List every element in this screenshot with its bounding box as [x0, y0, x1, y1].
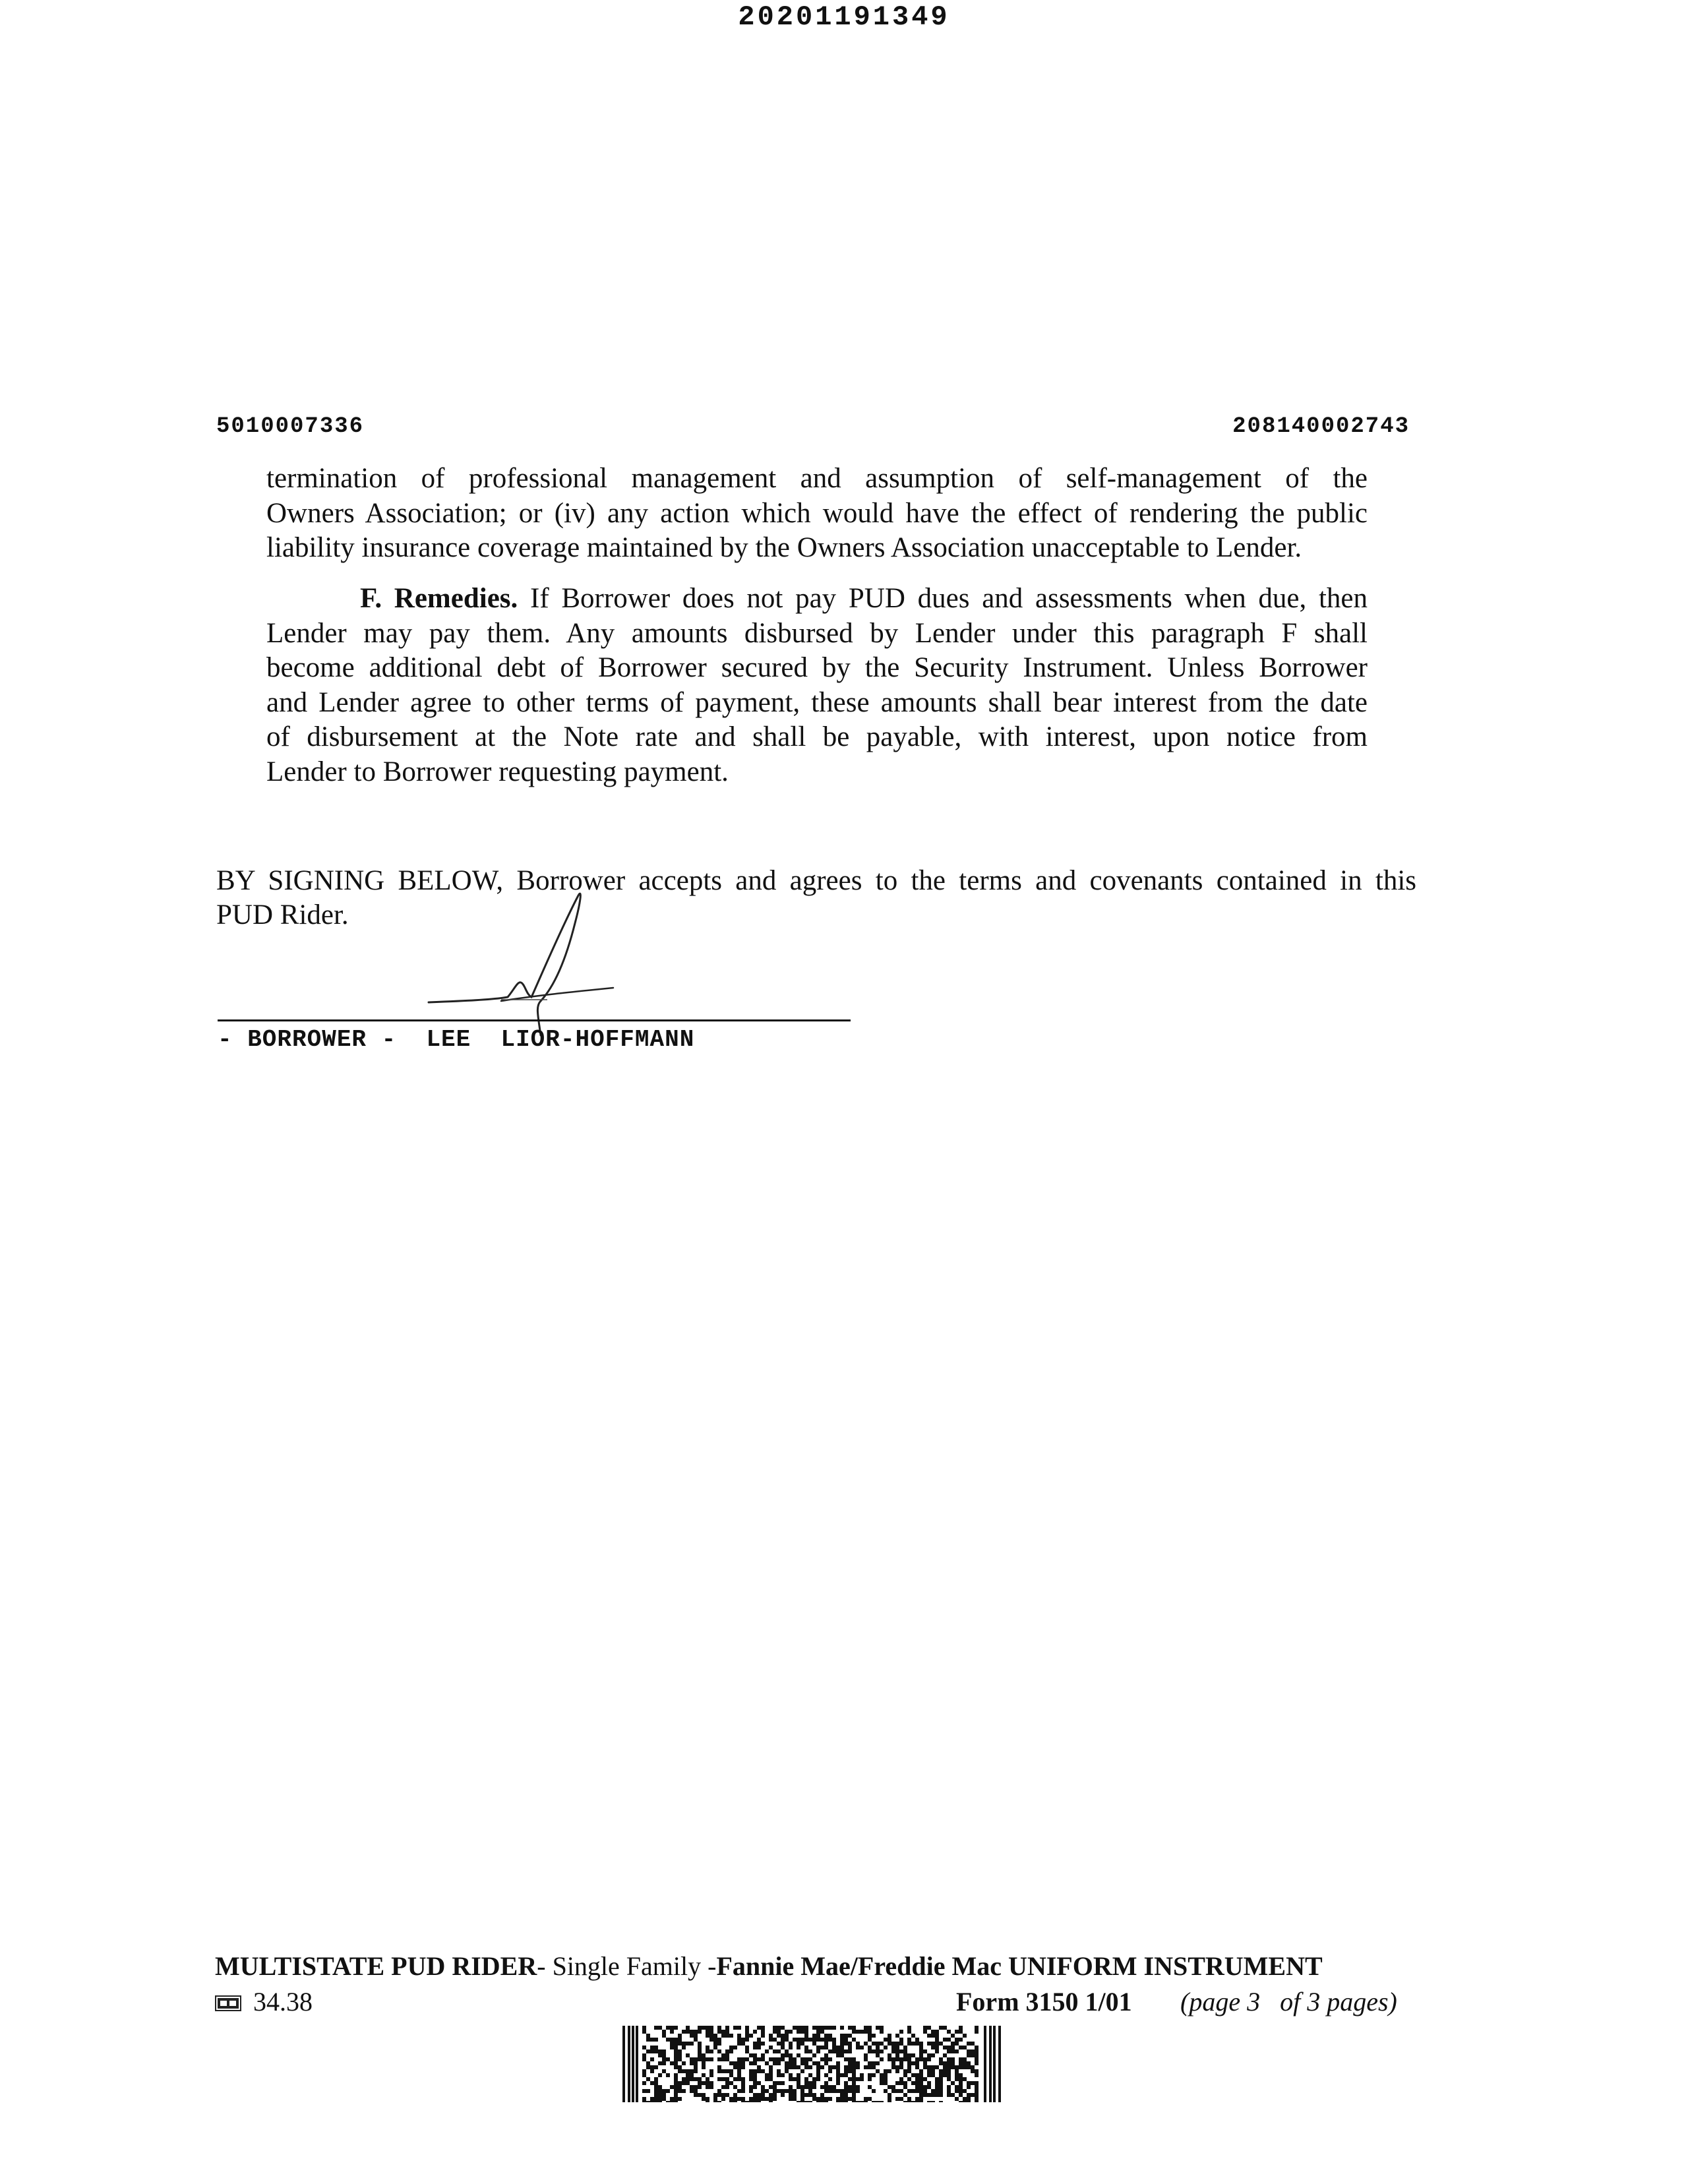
statement-line: BY SIGNING BELOW, Borrower accepts and agrees to the terms and covenants contained in this	[216, 865, 1416, 896]
page-indicator: (page 3 of 3 pages)	[1180, 1987, 1397, 2017]
statement-line: PUD Rider.	[216, 899, 349, 930]
footer-title-part: - Single Family -	[537, 1951, 717, 1981]
paragraph-line: Owners Association; or (iv) any action which would have the effect of rendering the public	[266, 497, 1368, 529]
borrower-signature	[422, 884, 620, 1042]
paragraph-line	[266, 582, 1368, 617]
loan-number-left: 5010007336	[216, 414, 365, 439]
form-code: 34.38	[253, 1987, 313, 2017]
form-logo-icon	[215, 1995, 241, 2011]
recording-number: 20201191349	[738, 1, 950, 33]
paragraph-heading: F. Remedies.	[360, 583, 518, 614]
paragraph-f-remedies	[266, 582, 1368, 789]
barcode	[622, 2026, 1002, 2102]
paragraph-e-continuation	[266, 462, 1368, 566]
signing-statement	[216, 864, 1416, 932]
footer-title-part: MULTISTATE PUD RIDER	[215, 1951, 537, 1981]
footer-title-part: Fannie Mae/Freddie Mac UNIFORM INSTRUMENT	[716, 1951, 1323, 1981]
signature-line	[218, 1019, 851, 1021]
paragraph-text: If Borrower does not pay PUD dues and assessments when due, then	[530, 583, 1368, 614]
paragraph-line: termination of professional management and assumption of self-management of the	[266, 463, 1368, 494]
paragraph-line: Lender to Borrower requesting payment.	[266, 756, 729, 787]
loan-number-right: 208140002743	[1232, 414, 1410, 439]
paragraph-line: and Lender agree to other terms of payment, these amounts shall bear interest from the date	[266, 686, 1368, 718]
form-number: Form 3150 1/01	[956, 1987, 1132, 2017]
paragraph-line: liability insurance coverage maintained by the Owners Association unacceptable to Lender.	[266, 532, 1302, 563]
footer-form-title	[215, 1951, 1323, 1982]
paragraph-line: become additional debt of Borrower secured by the Security Instrument. Unless Borrower	[266, 652, 1368, 683]
paragraph-line: of disbursement at the Note rate and shall be payable, with interest, upon notice from	[266, 721, 1368, 752]
paragraph-line: Lender may pay them. Any amounts disbursed by Lender under this paragraph F shall	[266, 617, 1368, 649]
borrower-caption: - BORROWER - LEE LIOR-HOFFMANN	[218, 1026, 695, 1053]
